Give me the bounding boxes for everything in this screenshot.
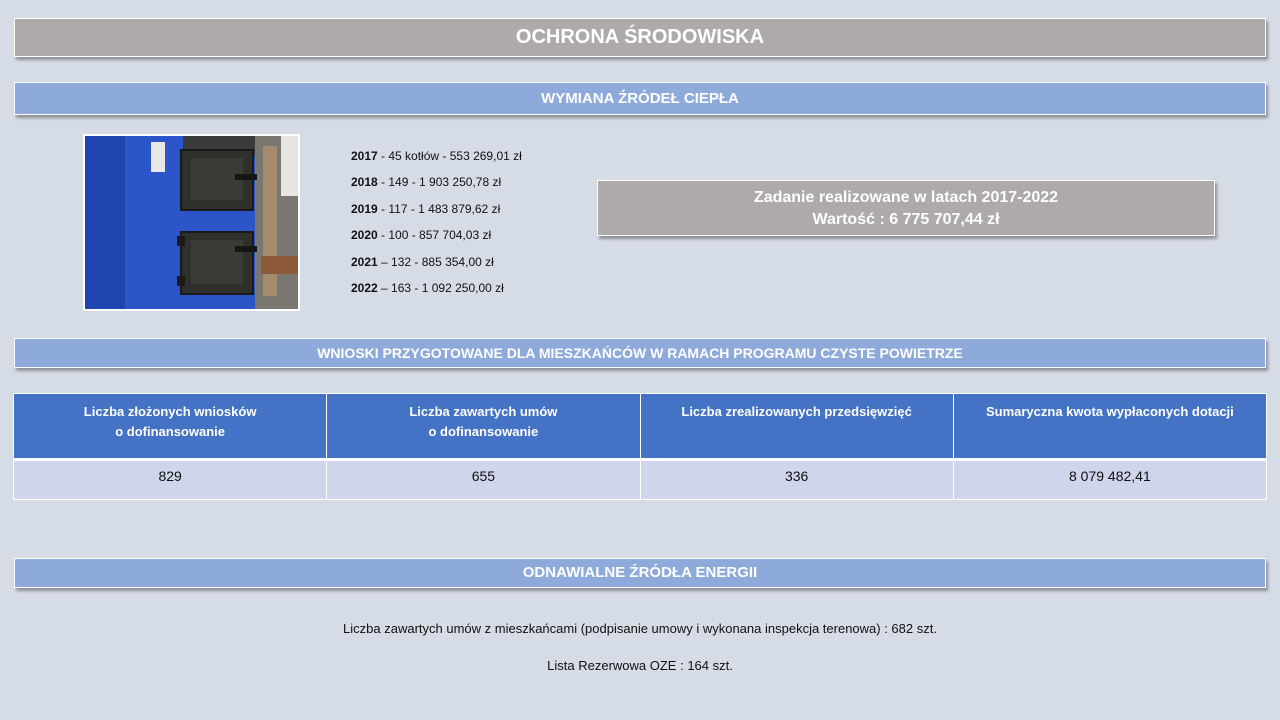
wnioski-table bbox=[13, 393, 1267, 500]
cell-applications: 829 bbox=[14, 460, 327, 500]
year-label: 2020 bbox=[351, 228, 378, 243]
oze-section-header: ODNAWIALNE ŹRÓDŁA ENERGII bbox=[14, 558, 1266, 588]
page-title: OCHRONA ŚRODOWISKA bbox=[14, 18, 1266, 57]
year-label: 2017 bbox=[351, 149, 378, 163]
year-detail: - 100 - 857 704,03 zł bbox=[377, 228, 492, 243]
column-header-line: Sumaryczna kwota wypłaconych dotacji bbox=[985, 404, 1234, 419]
year-row-2020 bbox=[351, 225, 522, 251]
year-row-2021 bbox=[351, 252, 522, 278]
oze-contracts-text: Liczba zawartych umów z mieszkańcami (podpisanie umowy i wykonana inspekcja terenowa) : 682 szt. bbox=[343, 621, 937, 636]
year-label: 2021 bbox=[351, 254, 378, 269]
heat-section-header: WYMIANA ŹRÓDEŁ CIEPŁA bbox=[14, 82, 1266, 115]
year-row-2017 bbox=[351, 146, 522, 172]
column-header-line: Liczba zrealizowanych przedsięwzięć bbox=[681, 404, 912, 419]
year-detail: - 117 - 1 483 879,62 zł bbox=[377, 201, 501, 216]
yearly-list bbox=[351, 146, 522, 304]
task-value: Wartość : 6 775 707,44 zł bbox=[812, 211, 1000, 228]
year-label: 2019 bbox=[351, 201, 378, 216]
column-header-line: Liczba zawartych umów bbox=[409, 404, 558, 419]
column-header-line: o dofinansowanie bbox=[428, 424, 539, 439]
year-detail: – 132 - 885 354,00 zł bbox=[377, 254, 494, 269]
year-label: 2018 bbox=[351, 175, 378, 190]
task-years: Zadanie realizowane w latach 2017-2022 bbox=[753, 189, 1059, 206]
column-header-applications bbox=[14, 394, 327, 460]
column-header-total-amount bbox=[953, 394, 1266, 460]
year-row-2018 bbox=[351, 172, 522, 198]
column-header-contracts bbox=[327, 394, 640, 460]
oze-reserve-list-text: Lista Rezerwowa OZE : 164 szt. bbox=[547, 658, 733, 673]
year-row-2022 bbox=[351, 278, 522, 304]
cell-projects: 336 bbox=[640, 460, 953, 500]
year-label: 2022 bbox=[351, 280, 378, 295]
year-detail: - 149 - 1 903 250,78 zł bbox=[377, 175, 502, 190]
wnioski-section-header: WNIOSKI PRZYGOTOWANE DLA MIESZKAŃCÓW W RAMACH PROGRAMU CZYSTE POWIETRZE bbox=[14, 338, 1266, 368]
column-header-projects bbox=[640, 394, 953, 460]
column-header-line: Liczba złożonych wniosków bbox=[83, 404, 257, 419]
cell-total-amount: 8 079 482,41 bbox=[953, 460, 1266, 500]
column-header-line: o dofinansowanie bbox=[115, 424, 226, 439]
table-row bbox=[14, 460, 1267, 500]
table-header-row bbox=[14, 394, 1267, 460]
year-row-2019 bbox=[351, 199, 522, 225]
boiler-photo bbox=[83, 134, 300, 311]
year-detail: – 163 - 1 092 250,00 zł bbox=[377, 280, 504, 295]
boiler-illustration bbox=[85, 136, 298, 309]
year-detail: - 45 kotłów - 553 269,01 zł bbox=[377, 149, 522, 163]
task-summary-box bbox=[597, 180, 1215, 236]
cell-contracts: 655 bbox=[327, 460, 640, 500]
